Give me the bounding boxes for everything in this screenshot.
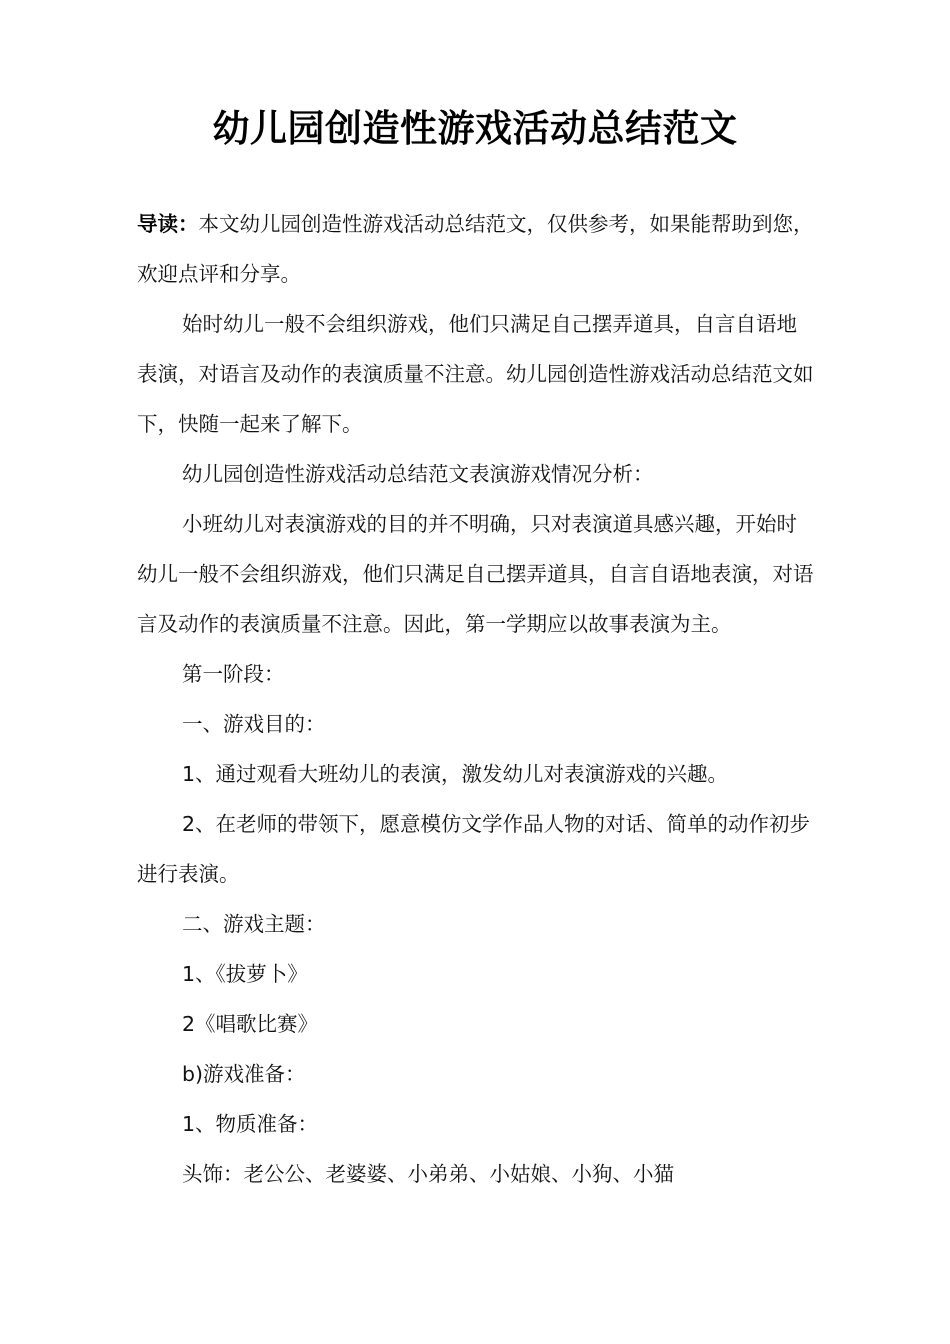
paragraph-preparation-heading: b)游戏准备： bbox=[182, 1062, 306, 1086]
paragraph-analysis-heading: 幼儿园创造性游戏活动总结范文表演游戏情况分析： bbox=[182, 462, 654, 486]
paragraph-goal-two: 2、在老师的带领下，愿意模仿文学作品人物的对话、简单的动作初步进行表演。 bbox=[137, 812, 811, 886]
paragraph-material-heading: 1、物质准备： bbox=[182, 1112, 319, 1136]
intro-text: 本文幼儿园创造性游戏活动总结范文，仅供参考，如果能帮助到您，欢迎点评和分享。 bbox=[137, 212, 814, 286]
paragraph-opening: 始时幼儿一般不会组织游戏，他们只满足自己摆弄道具，自言自语地表演，对语言及动作的表演质量不注意。幼儿园创造性游戏活动总结范文如下，快随一起来了解下。 bbox=[137, 312, 814, 436]
document-title: 幼儿园创造性游戏活动总结范文 bbox=[212, 107, 738, 150]
paragraph-headwear: 头饰：老公公、老婆婆、小弟弟、小姑娘、小狗、小猫 bbox=[182, 1162, 674, 1186]
paragraph-analysis: 小班幼儿对表演游戏的目的并不明确，只对表演道具感兴趣，开始时幼儿一般不会组织游戏，他们只满足自己摆弄道具，自言自语地表演，对语言及动作的表演质量不注意。因此，第一学期应以故事表演为主。 bbox=[137, 512, 814, 636]
paragraph-theme-one: 1、《拔萝卜》 bbox=[182, 962, 308, 986]
paragraph-goal-heading: 一、游戏目的： bbox=[182, 712, 326, 736]
paragraph-stage-one: 第一阶段： bbox=[182, 662, 285, 686]
document-body bbox=[137, 199, 817, 1199]
intro-label: 导读： bbox=[137, 212, 199, 236]
paragraph-goal-one: 1、通过观看大班幼儿的表演，激发幼儿对表演游戏的兴趣。 bbox=[182, 762, 729, 786]
intro-paragraph bbox=[137, 199, 817, 299]
paragraph-theme-two: 2《唱歌比赛》 bbox=[182, 1012, 319, 1036]
paragraph-theme-heading: 二、游戏主题： bbox=[182, 912, 326, 936]
